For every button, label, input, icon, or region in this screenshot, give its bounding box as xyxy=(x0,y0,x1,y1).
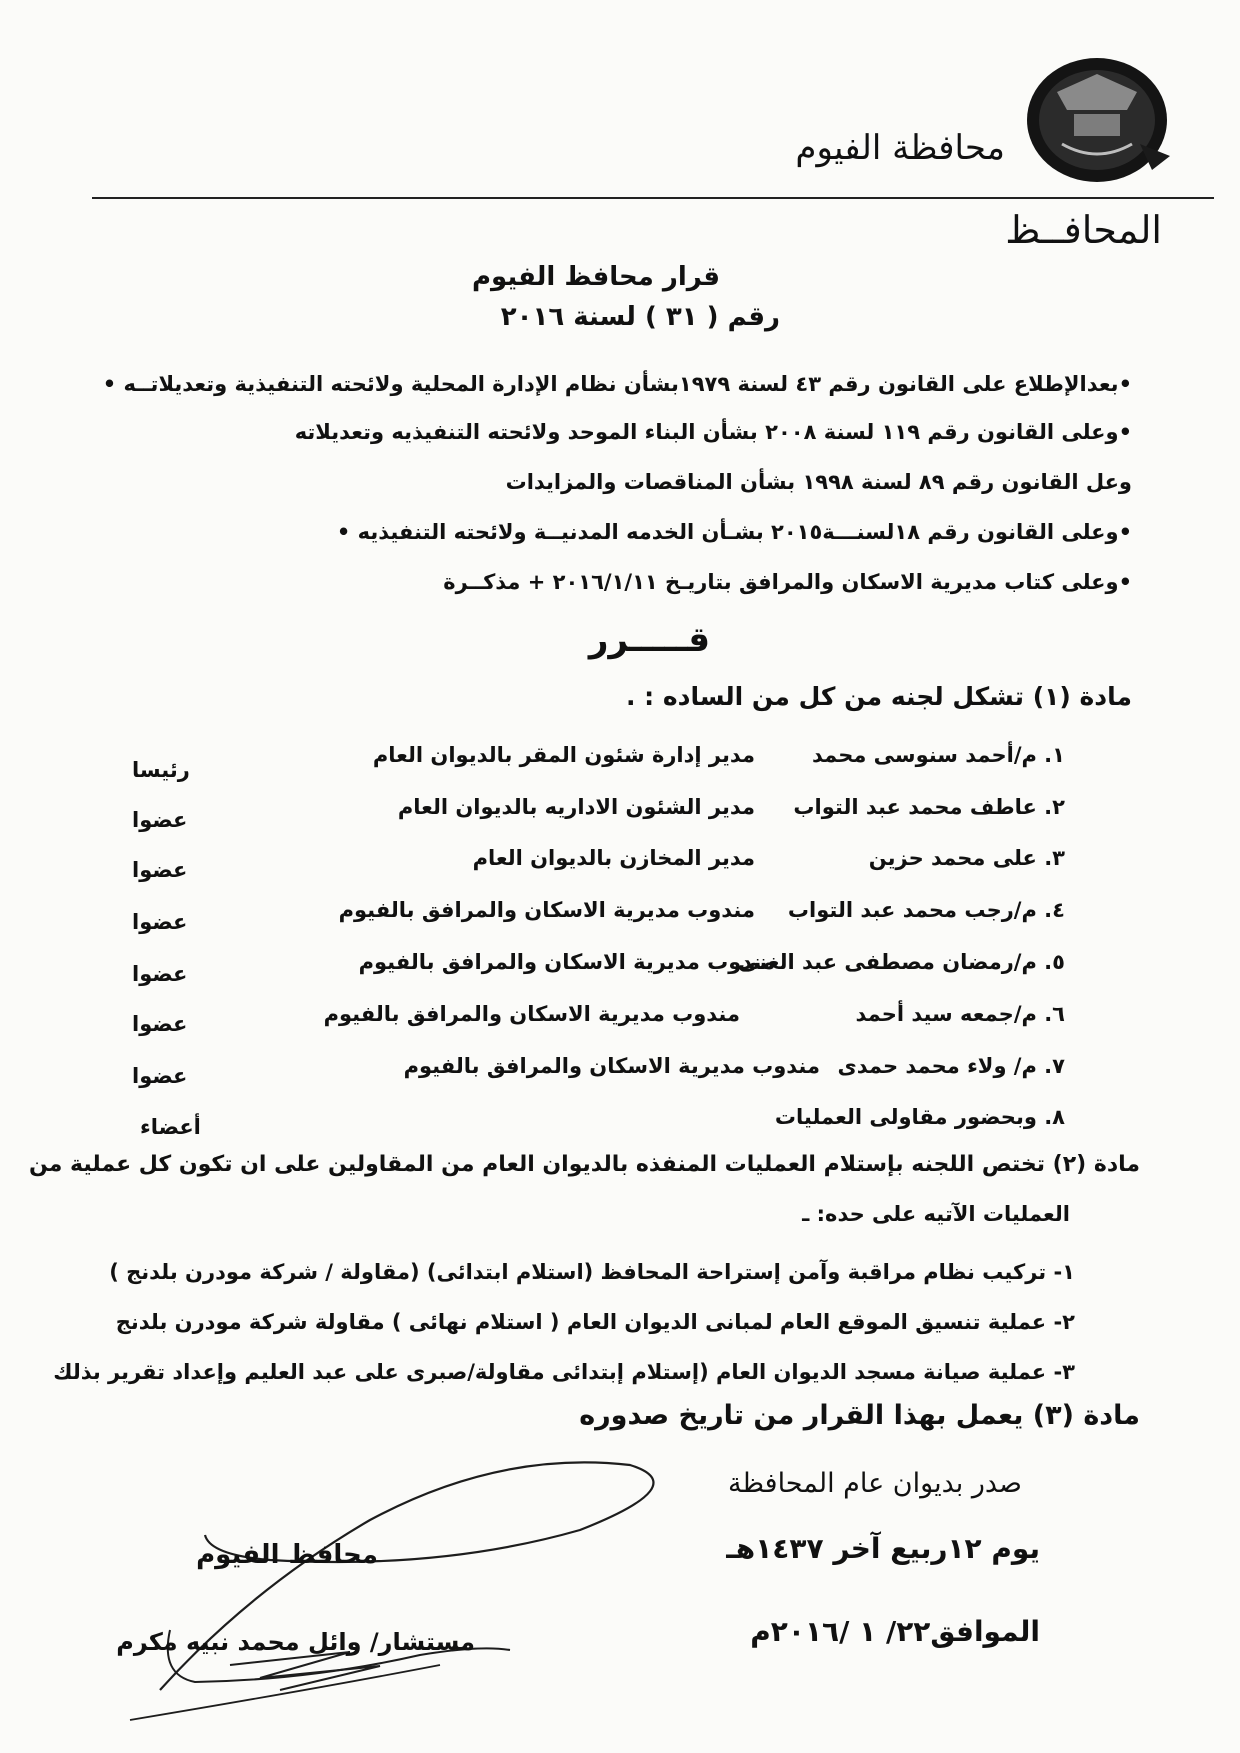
member-name: ٢. عاطف محمد عبد التواب xyxy=(793,795,1065,819)
member-role: عضوا xyxy=(132,910,188,934)
signatory-name: مستشار/ وائل محمد نبيه مكرم xyxy=(116,1628,475,1656)
member-position: مدير الشئون الاداريه بالديوان العام xyxy=(397,795,755,819)
member-role: عضوا xyxy=(132,858,188,882)
signatory-title: محافظ الفيوم xyxy=(196,1540,378,1570)
member-role: رئيسا xyxy=(132,758,190,782)
member-name: ٣. على محمد حزين xyxy=(868,846,1065,870)
decision-title: قرار محافظ الفيوم xyxy=(471,262,720,292)
member-position: مدير المخازن بالديوان العام xyxy=(472,846,755,870)
article-2-heading: مادة (٢) تختص اللجنه بإستلام العمليات المنفذه بالديوان العام من المقاولين على ان تكون كل عملية من xyxy=(28,1152,1140,1177)
preamble-line: وعل القانون رقم ٨٩ لسنة ١٩٩٨ بشأن المناقصات والمزايدات xyxy=(505,470,1132,494)
member-role: عضوا xyxy=(132,1064,188,1088)
gregorian-date: الموافق٢٢/ ١ /٢٠١٦م xyxy=(750,1615,1040,1648)
governorate-name: محافظة الفيوم xyxy=(795,128,1005,168)
article-3-heading: مادة (٣) يعمل بهذا القرار من تاريخ صدوره xyxy=(579,1400,1140,1431)
preamble-line: •بعدالإطلاع على القانون رقم ٤٣ لسنة ١٩٧٩بشأن نظام الإدارة المحلية ولائحته التنفيذية وتعديلاتــه • xyxy=(102,372,1132,396)
hijri-date: يوم ١٢ربيع آخر ١٤٣٧هـ xyxy=(726,1532,1040,1565)
member-role: أعضاء xyxy=(140,1115,201,1139)
member-name: ٧. م/ ولاء محمد حمدى xyxy=(837,1054,1065,1078)
member-role: عضوا xyxy=(132,1012,188,1036)
member-name: ٨. وبحضور مقاولى العمليات xyxy=(774,1105,1065,1129)
operation-item: ٣- عملية صيانة مسجد الديوان العام (إستلام إبتدائى مقاولة/صبرى على عبد العليم وإعداد تقرير بذلك xyxy=(53,1360,1075,1384)
member-role: عضوا xyxy=(132,962,188,986)
member-position: مندوب مديرية الاسكان والمرافق بالفيوم xyxy=(403,1054,820,1078)
article-2-heading-cont: العمليات الآتيه على حده: ـ xyxy=(802,1202,1070,1226)
member-position: مدير إدارة شئون المقر بالديوان العام xyxy=(372,743,755,767)
decision-number: رقم ( ٣١ ) لسنة ٢٠١٦ xyxy=(500,302,780,332)
member-name: ١. م/أحمد سنوسى محمد xyxy=(812,743,1065,767)
member-position: مندوب مديرية الاسكان والمرافق بالفيوم xyxy=(358,950,775,974)
decided-heading: قـــــرر xyxy=(588,620,710,660)
operation-item: ٢- عملية تنسيق الموقع العام لمبانى الديوان العام ( استلام نهائى ) مقاولة شركة مودرن بلدنج xyxy=(115,1310,1075,1334)
member-name: ٤. م/رجب محمد عبد التواب xyxy=(787,898,1065,922)
office-title: المحافــظ xyxy=(1005,208,1162,252)
member-position: مندوب مديرية الاسكان والمرافق بالفيوم xyxy=(338,898,755,922)
member-position: مندوب مديرية الاسكان والمرافق بالفيوم xyxy=(323,1002,740,1026)
preamble-line: •وعلى كتاب مديرية الاسكان والمرافق بتاريـخ ٢٠١٦/١/١١ + مذكــرة xyxy=(443,570,1132,594)
member-name: ٥. م/رمضان مصطفى عبد الغنى xyxy=(737,950,1065,974)
governorate-seal-icon xyxy=(1022,52,1172,182)
article-1-heading: مادة (١) تشكل لجنه من كل من الساده : . xyxy=(625,682,1132,711)
preamble-line: •وعلى القانون رقم ١٨لسنـــة٢٠١٥ بشـأن الخدمه المدنيــة ولائحته التنفيذيه • xyxy=(336,520,1132,544)
operation-item: ١- تركيب نظام مراقبة وآمن إستراحة المحافظ (استلام ابتدائى) (مقاولة / شركة مودرن بلدنج ) xyxy=(109,1260,1075,1284)
member-role: عضوا xyxy=(132,808,188,832)
handwritten-signature xyxy=(110,1440,690,1730)
issued-at: صدر بديوان عام المحافظة xyxy=(728,1468,1022,1499)
member-name: ٦. م/جمعه سيد أحمد xyxy=(855,1002,1065,1026)
header-divider xyxy=(92,197,1214,199)
preamble-line: •وعلى القانون رقم ١١٩ لسنة ٢٠٠٨ بشأن البناء الموحد ولائحته التنفيذيه وتعديلاته xyxy=(294,420,1132,444)
